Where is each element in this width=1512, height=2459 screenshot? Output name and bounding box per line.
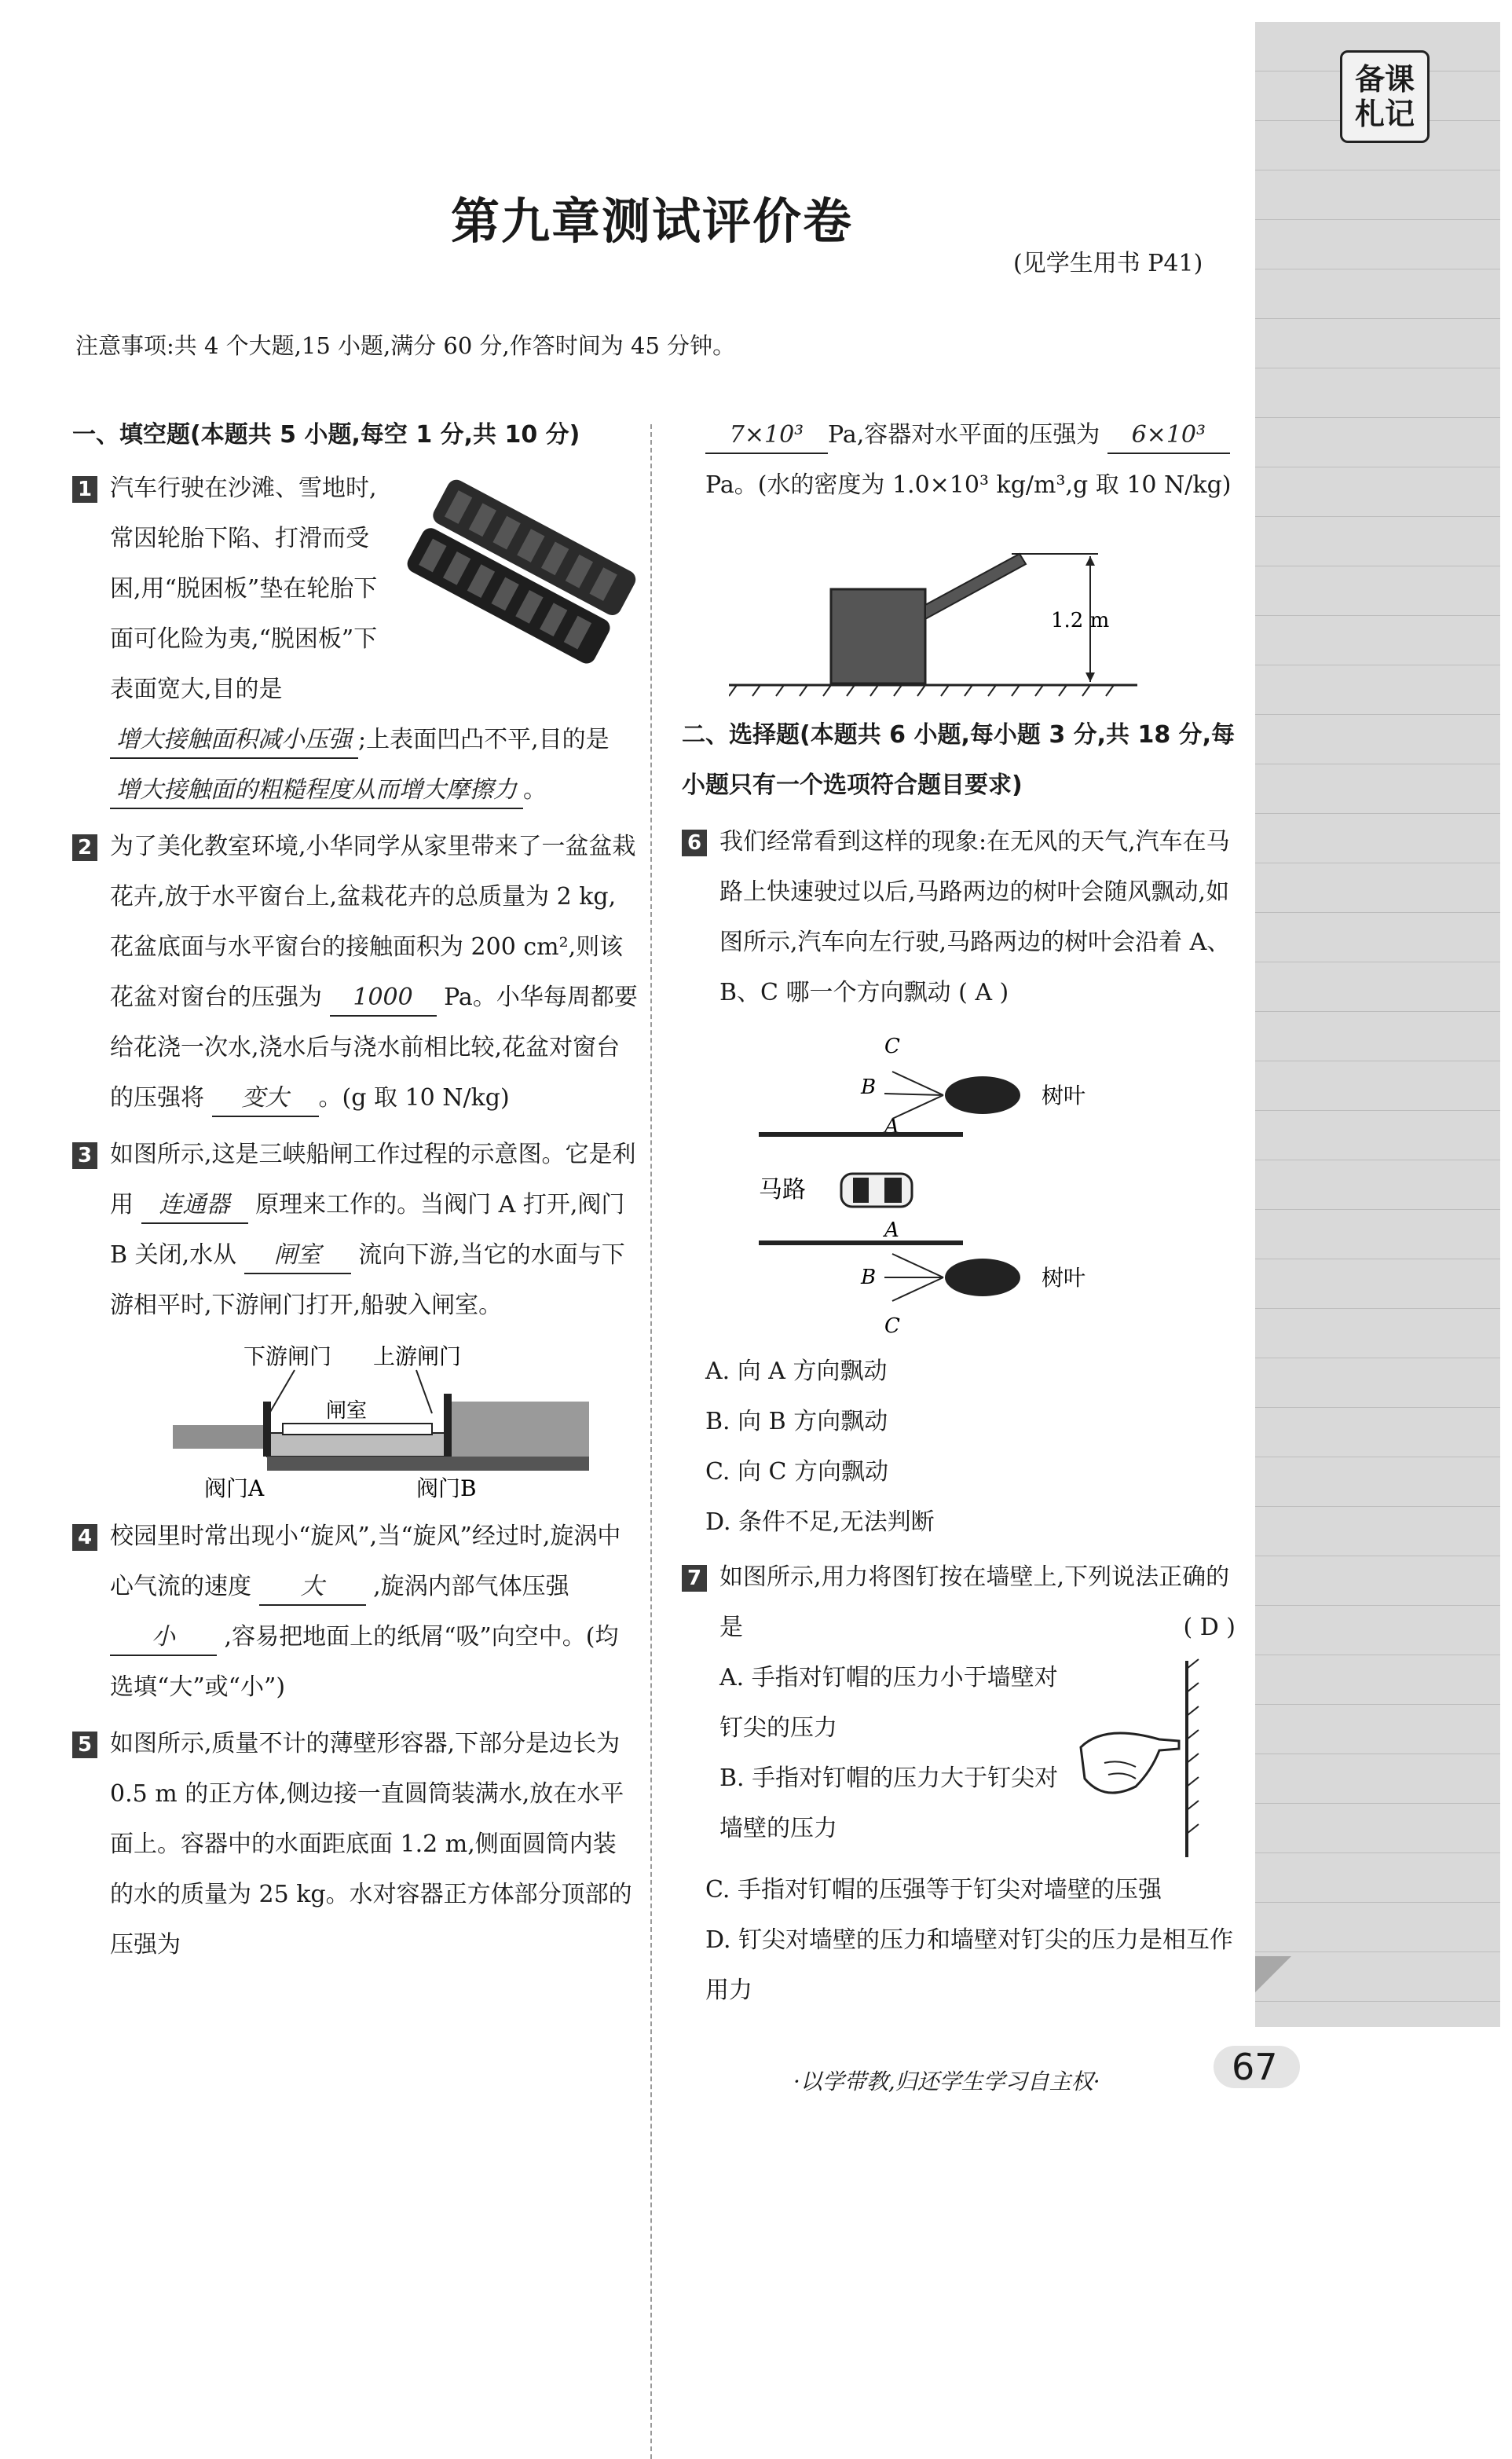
options-list [719, 1653, 1073, 1865]
answer-choice[interactable]: ( D ) [1183, 1614, 1236, 1641]
answer-blank[interactable]: 增大接触面积减小压强 [110, 723, 358, 759]
option-b[interactable]: B. 向 B 方向飘动 [705, 1408, 888, 1435]
downstream-gate-label: 下游闸门 [243, 1343, 332, 1369]
option-b[interactable]: B. 手指对钉帽的压力大于钉尖对墙壁的压力 [719, 1765, 1059, 1842]
question-4: 4 校园里时常出现小“旋风”,当“旋风”经过时,旋涡中心气流的速度 大 ,旋涡内部气体压强 小 ,容易把地面上的纸屑“吸”向空中。(均选填“大”或“小”) [72, 1512, 638, 1713]
left-column [72, 410, 638, 1970]
option-d[interactable]: D. 条件不足,无法判断 [705, 1508, 935, 1536]
question-7: 7 如图所示,用力将图钉按在墙壁上,下列说法正确的是 ( D ) A. 手指对钉帽的压力小于墙壁对钉尖的压力 B. 手指对钉帽的压力大于钉尖对墙壁的压力 C. 手指对钉帽的压强等于钉尖对墙壁的压强 D. 钉尖对墙壁的压力和墙壁对钉尖的压力是相互作用力 [682, 1552, 1236, 2016]
answer-blank[interactable]: 1000 [330, 980, 437, 1017]
book-reference: (见学生用书 P41) [1013, 250, 1203, 277]
option-a[interactable]: A. 向 A 方向飘动 [705, 1358, 888, 1385]
svg-text:B: B [861, 1076, 877, 1099]
option-c[interactable]: C. 向 C 方向飘动 [705, 1458, 888, 1486]
answer-blank[interactable]: 增大接触面的粗糙程度从而增大摩擦力 [110, 773, 523, 809]
svg-text:C: C [884, 1314, 900, 1338]
option-d[interactable]: D. 钉尖对墙壁的压力和墙壁对钉尖的压力是相互作用力 [705, 1926, 1234, 2004]
answer-blank[interactable]: 大 [259, 1570, 366, 1606]
page-fold-icon [1255, 1956, 1291, 1992]
page-number: 67 [1232, 2046, 1278, 2088]
question-text: 汽车行驶在沙滩、雪地时,常因轮胎下陷、打滑而受困,用“脱困板”垫在轮胎下面可化险为夷,“脱困板”下表面宽大,目的是 [110, 475, 378, 703]
section-heading: 二、选择题(本题共 6 小题,每小题 3 分,共 18 分,每小题只有一个选项符合题目要求) [682, 721, 1236, 799]
svg-text:A: A [884, 1219, 899, 1242]
answer-blank[interactable]: 闸室 [244, 1238, 351, 1274]
option-c[interactable]: C. 手指对钉帽的压强等于钉尖对墙壁的压强 [705, 1876, 1162, 1904]
svg-text:A: A [884, 1115, 899, 1138]
footer-motto: ·以学带教,归还学生学习自主权· [793, 2069, 1100, 2094]
column-divider [650, 424, 652, 2459]
valve-a-label: 阀门A [204, 1475, 265, 1501]
svg-text:树叶: 树叶 [1042, 1083, 1086, 1109]
question-number: 1 [72, 476, 97, 503]
svg-text:C: C [884, 1035, 900, 1058]
question-2: 2 为了美化教室环境,小华同学从家里带来了一盆盆栽花卉,放于水平窗台上,盆栽花卉的总质量为 2 kg,花盆底面与水平窗台的接触面积为 200 cm²,则该花盆对窗台的压强为 1000 Pa。小华每周都要给花浇一次水,浇水后与浇水前相比较,花盆对窗台的压强将 变大 。(g 取 10 N/kg) [72, 822, 638, 1123]
ship-lock-diagram [157, 1339, 628, 1504]
question-number: 5 [72, 1732, 97, 1758]
svg-text:树叶: 树叶 [1042, 1265, 1086, 1291]
height-label: 1.2 m [1051, 609, 1110, 632]
thumbtack-hand-image [1073, 1653, 1214, 1865]
question-number: 6 [682, 830, 707, 856]
question-answer-line: 增大接触面积减小压强 ;上表面凹凸不平,目的是 增大接触面的粗糙程度从而增大摩擦力 。 [110, 715, 638, 815]
upstream-gate-label: 上游闸门 [373, 1343, 462, 1369]
svg-text:马路: 马路 [759, 1176, 806, 1204]
question-3: 3 如图所示,这是三峡船闸工作过程的示意图。它是利用 连通器 原理来工作的。当阀门 A 打开,阀门 B 关闭,水从 闸室 流向下游,当它的水面与下游相平时,下游闸门打开,船驶入闸室。 下游闸门 上游闸门 闸室 阀门A 阀门B [72, 1130, 638, 1504]
container-diagram [729, 519, 1184, 707]
question-number: 3 [72, 1142, 97, 1169]
valve-b-label: 阀门B [416, 1475, 477, 1501]
answer-blank[interactable]: 6×10³ [1107, 418, 1230, 454]
anti-skid-board-image [403, 464, 638, 668]
chamber-label: 闸室 [326, 1399, 368, 1423]
answer-blank[interactable]: 7×10³ [705, 418, 828, 454]
right-column [682, 410, 1236, 2016]
notes-margin [1255, 22, 1500, 2027]
question-number: 4 [72, 1524, 97, 1551]
options-list [705, 1347, 1236, 1548]
answer-choice[interactable]: ( A ) [958, 979, 1009, 1006]
question-5-continued: 7×10³ Pa,容器对水平面的压强为 6×10³Pa。(水的密度为 1.0×10³ kg/m³,g 取 10 N/kg) [682, 410, 1236, 511]
question-6: 6 我们经常看到这样的现象:在无风的天气,汽车在马路上快速驶过以后,马路两边的树叶会随风飘动,如图所示,汽车向左行驶,马路两边的树叶会沿着 A、B、C 哪一个方向飘动 ( A ) C B A 树叶 马路 A B 树叶 C A. 向 A 方向飘动 B. 向 B 方向飘动 C. 向 C 方向飘动 D. 条件不足,无法判断 [682, 817, 1236, 1548]
answer-blank[interactable]: 变大 [212, 1081, 319, 1117]
option-a[interactable]: A. 手指对钉帽的压力小于墙壁对钉尖的压力 [719, 1664, 1058, 1742]
road-leaves-diagram [735, 1024, 1175, 1347]
section-heading: 一、填空题(本题共 5 小题,每空 1 分,共 10 分) [72, 421, 580, 449]
answer-blank[interactable]: 连通器 [141, 1188, 248, 1224]
notes-badge: 备课 札记 [1340, 50, 1430, 143]
question-number: 2 [72, 834, 97, 861]
exam-notice: 注意事项:共 4 个大题,15 小题,满分 60 分,作答时间为 45 分钟。 [75, 332, 736, 359]
question-5: 5 如图所示,质量不计的薄壁形容器,下部分是边长为 0.5 m 的正方体,侧边接一直圆筒装满水,放在水平面上。容器中的水面距底面 1.2 m,侧面圆筒内装的水的质量为 25 kg。水对容器正方体部分顶部的压强为 [72, 1719, 638, 1970]
answer-blank[interactable]: 小 [110, 1620, 217, 1656]
svg-text:B: B [861, 1266, 877, 1289]
question-number: 7 [682, 1565, 707, 1592]
page-title: 第九章测试评价卷 [450, 192, 853, 250]
question-1 [72, 464, 638, 815]
